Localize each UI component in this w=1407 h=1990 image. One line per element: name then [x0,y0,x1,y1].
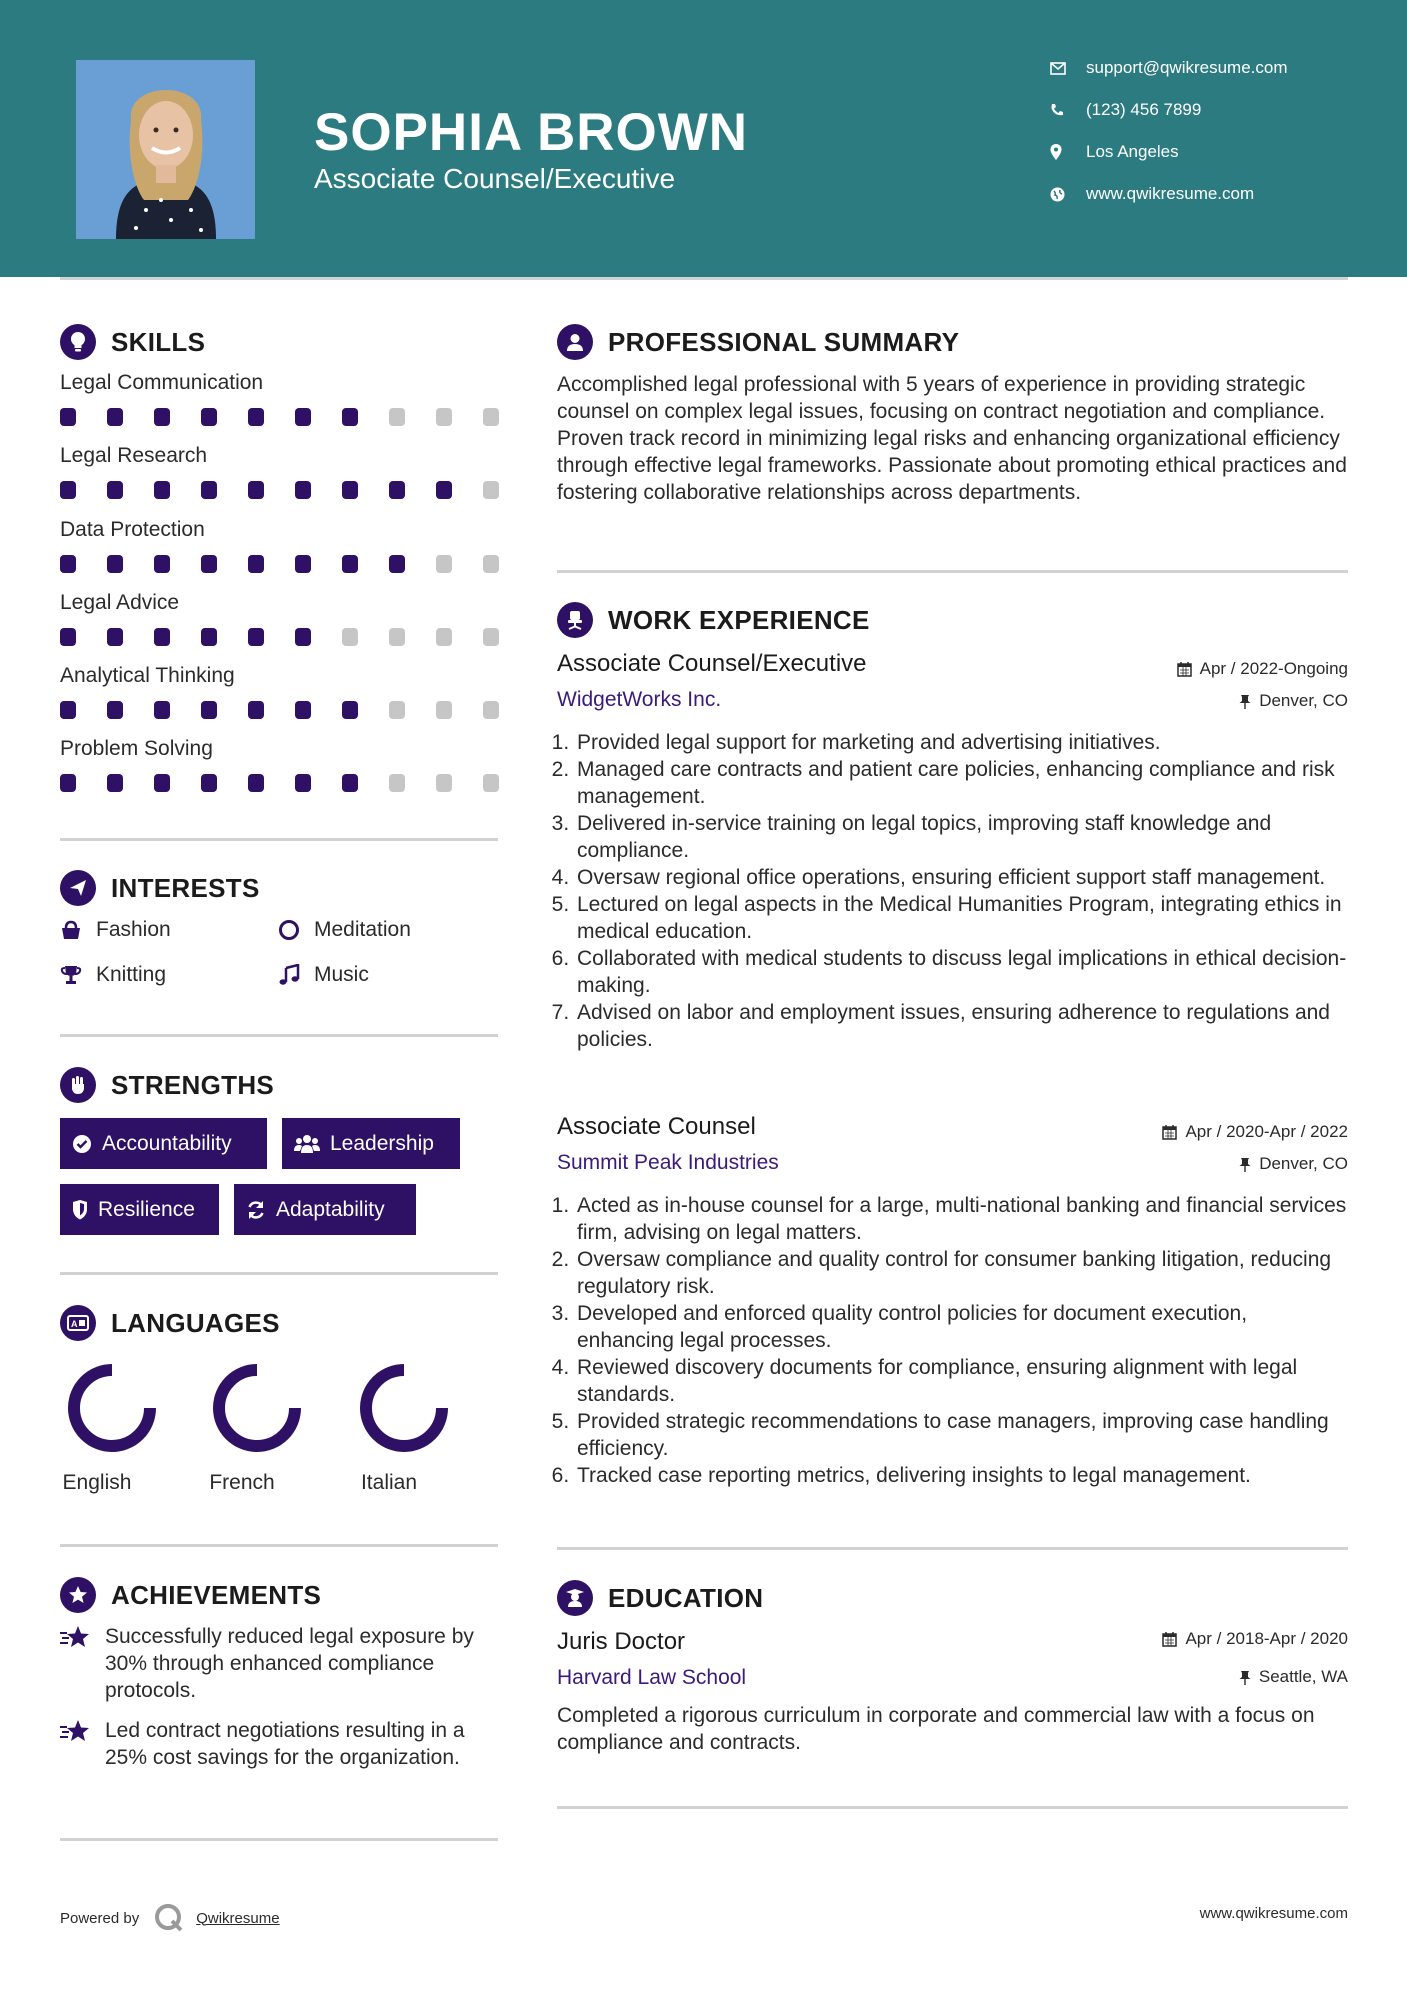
skill-label: Legal Advice [60,591,180,614]
contact-email[interactable] [1050,58,1380,78]
summary-title: PROFESSIONAL SUMMARY [608,326,960,357]
education-dates-text: Apr / 2018-Apr / 2020 [1185,1629,1348,1648]
language-label: English [62,1471,132,1494]
job-title: Associate Counsel/Executive [557,650,867,677]
interest-label: Knitting [96,963,167,986]
footer-powered-by [60,1903,280,1933]
education-heading [557,1580,763,1616]
education-location [1239,1667,1348,1687]
rating-dot-filled [107,481,123,499]
achievement-item [60,1717,500,1771]
strength-label: Leadership [330,1131,434,1155]
job-location [1239,691,1348,711]
job-dates-text: Apr / 2022-Ongoing [1199,659,1348,678]
user-icon [557,324,593,360]
achievements-divider [60,1838,498,1841]
rating-dot-filled [342,774,358,792]
job-dates [1177,659,1348,679]
rating-dot-empty [483,555,499,573]
rating-dot-filled [295,701,311,719]
globe-icon [1050,187,1086,202]
resume-header [0,0,1407,277]
rating-dot-filled [389,481,405,499]
shopping-bag-icon [60,920,96,940]
summary-divider [557,570,1348,573]
job-title: Associate Counsel [557,1113,756,1140]
contact-phone[interactable] [1050,100,1380,120]
duty-item: 7. Advised on labor and employment issues, ensuring adherence to regulations and policies. [575,999,1347,1053]
interest-item [278,963,369,987]
rating-dot-filled [60,701,76,719]
language-ring [339,1358,469,1463]
education-location-text: Seattle, WA [1258,1667,1348,1686]
skill-rating [60,628,530,646]
duty-item: 4. Reviewed discovery documents for compliance, ensuring alignment with legal standards. [575,1354,1347,1408]
rating-dot-filled [154,408,170,426]
job-company: WidgetWorks Inc. [557,688,722,711]
rating-dot-empty [389,628,405,646]
rating-dot-filled [342,408,358,426]
rating-dot-filled [295,774,311,792]
pushpin-icon [1239,1157,1251,1172]
rating-dot-empty [436,408,452,426]
rating-dot-filled [60,628,76,646]
rating-dot-empty [436,628,452,646]
rating-dot-filled [60,408,76,426]
strengths-heading [60,1067,274,1103]
job-company: Summit Peak Industries [557,1151,779,1174]
experience-divider [557,1547,1348,1550]
rating-dot-filled [60,555,76,573]
job-dates-text: Apr / 2020-Apr / 2022 [1185,1122,1348,1141]
language-label: French [209,1471,275,1494]
job-location-text: Denver, CO [1259,1154,1348,1173]
contact-email-text: support@qwikresume.com [1086,58,1288,77]
paper-plane-icon [60,870,96,906]
achievement-text: Led contract negotiations resulting in a 25% cost savings for the organization. [105,1719,465,1769]
rating-dot-filled [342,481,358,499]
language-level-arc [366,1370,442,1446]
strength-badge [234,1184,416,1235]
rating-dot-filled [107,628,123,646]
circle-icon [278,919,314,941]
contact-phone-text: (123) 456 7899 [1086,100,1202,119]
languages-heading [60,1305,280,1341]
phone-icon [1050,103,1086,117]
languages-title: LANGUAGES [111,1307,280,1338]
rating-dot-filled [389,555,405,573]
contact-website-text: www.qwikresume.com [1086,184,1255,203]
candidate-name: SOPHIA BROWN [314,103,749,162]
duty-item: 2. Managed care contracts and patient care policies, enhancing compliance and risk management. [575,756,1347,810]
rating-dot-filled [107,408,123,426]
skill-rating [60,774,530,792]
map-pin-icon [1050,144,1086,160]
rating-dot-filled [107,701,123,719]
skill-label: Legal Research [60,444,208,467]
duty-item: 4. Oversaw regional office operations, ensuring efficient support staff management. [575,864,1347,891]
rating-dot-filled [342,555,358,573]
star-badge-icon [60,1577,96,1613]
powered-by-text: Powered by [60,1909,140,1927]
interest-item [60,918,171,942]
experience-title: WORK EXPERIENCE [608,604,870,635]
rating-dot-filled [201,701,217,719]
qwikresume-logo-icon [154,1903,184,1933]
skills-heading [60,324,205,360]
skill-label: Legal Communication [60,371,264,394]
rating-dot-filled [107,774,123,792]
users-icon [294,1134,320,1154]
contact-location-text: Los Angeles [1086,142,1179,161]
skill-rating [60,701,530,719]
strength-label: Resilience [98,1197,195,1221]
rating-dot-filled [436,481,452,499]
interests-divider [60,1034,498,1037]
strength-label: Adaptability [276,1197,385,1221]
rating-dot-filled [154,628,170,646]
skill-rating [60,555,530,573]
education-degree: Juris Doctor [557,1628,686,1655]
skill-rating [60,481,530,499]
rating-dot-empty [436,701,452,719]
hand-icon [60,1067,96,1103]
skill-rating [60,408,530,426]
rating-dot-filled [201,481,217,499]
language-level-arc [219,1370,295,1446]
duty-item: 3. Delivered in-service training on legal topics, improving staff knowledge and compliance. [575,810,1347,864]
education-dates [1162,1629,1348,1649]
interests-heading [60,870,260,906]
candidate-title: Associate Counsel/Executive [314,163,676,194]
rating-dot-filled [201,774,217,792]
interest-item [278,918,411,942]
rating-dot-filled [248,628,264,646]
languages-divider [60,1544,498,1547]
rating-dot-empty [483,701,499,719]
skill-label: Analytical Thinking [60,664,235,687]
rating-dot-filled [154,701,170,719]
language-icon [60,1305,96,1341]
interests-title: INTERESTS [111,872,260,903]
rating-dot-filled [107,555,123,573]
duty-item: 1. Provided legal support for marketing and advertising initiatives. [575,729,1347,756]
skill-label: Data Protection [60,518,205,541]
strength-label: Accountability [102,1131,232,1155]
job-dates [1162,1122,1348,1142]
duty-item: 5. Lectured on legal aspects in the Medical Humanities Program, integrating ethics in medical education. [575,891,1347,945]
rating-dot-filled [295,555,311,573]
rating-dot-filled [60,481,76,499]
refresh-icon [246,1200,266,1220]
duty-item: 3. Developed and enforced quality control policies for document execution, enhancing legal processes. [575,1300,1347,1354]
rating-dot-filled [248,555,264,573]
rating-dot-filled [248,408,264,426]
skills-divider [60,838,498,841]
interest-label: Music [314,963,369,986]
language-ring [47,1358,177,1463]
strengths-title: STRENGTHS [111,1069,275,1100]
skills-title: SKILLS [111,326,206,357]
job-location [1239,1154,1348,1174]
profile-photo [76,60,255,239]
graduate-icon [557,1580,593,1616]
envelope-icon [1050,62,1086,75]
rating-dot-filled [342,701,358,719]
skill-label: Problem Solving [60,737,213,760]
job-location-text: Denver, CO [1259,691,1348,710]
education-title: EDUCATION [608,1582,764,1613]
check-circle-icon [72,1134,92,1154]
rating-dot-filled [295,628,311,646]
duty-item: 6. Tracked case reporting metrics, delivering insights to legal management. [575,1462,1347,1489]
calendar-icon [1177,662,1192,677]
summary-text: Accomplished legal professional with 5 years of experience in providing strategic counsel on complex legal issues, focusing on contract negotiation and compliance. Proven track record in minimizing legal risks and enhancing organizational efficiency through effective legal frameworks. Passionate about promoting ethical practices and fostering collaborative relationships across departments. [557,373,1347,504]
rating-dot-empty [483,408,499,426]
rating-dot-empty [483,774,499,792]
rating-dot-filled [154,555,170,573]
music-note-icon [278,964,314,986]
rating-dot-filled [201,408,217,426]
summary-heading [557,324,959,360]
lightbulb-icon [60,324,96,360]
rating-dot-filled [248,774,264,792]
rating-dot-empty [389,408,405,426]
language-ring [192,1358,322,1463]
job-duties [557,1192,1347,1489]
strength-badge [60,1118,267,1169]
star-icon [60,1717,105,1771]
job-duties [557,729,1347,1053]
svg-text:A: A [71,1319,78,1329]
rating-dot-empty [389,774,405,792]
calendar-icon [1162,1632,1177,1647]
pushpin-icon [1239,694,1251,709]
contact-location [1050,142,1380,162]
strength-badge [282,1118,460,1169]
strengths-divider [60,1272,498,1275]
achievement-item [60,1623,500,1704]
office-chair-icon [557,602,593,638]
rating-dot-empty [342,628,358,646]
qwikresume-link[interactable]: Qwikresume [196,1909,280,1927]
duty-item: 1. Acted as in-house counsel for a large, multi-national banking and financial services firm, advising on legal matters. [575,1192,1347,1246]
duty-item: 5. Provided strategic recommendations to case managers, improving case handling efficiency. [575,1408,1347,1462]
strength-badge [60,1184,219,1235]
pushpin-icon [1239,1670,1251,1685]
education-school: Harvard Law School [557,1666,747,1689]
rating-dot-filled [201,628,217,646]
achievements-heading [60,1577,321,1613]
rating-dot-filled [295,481,311,499]
achievements-title: ACHIEVEMENTS [111,1579,322,1610]
education-divider [557,1806,1348,1809]
interest-label: Fashion [96,918,171,941]
rating-dot-filled [201,555,217,573]
header-divider [60,277,1348,280]
rating-dot-empty [483,481,499,499]
rating-dot-empty [436,774,452,792]
interest-item [60,963,166,987]
interest-label: Meditation [314,918,411,941]
rating-dot-filled [154,774,170,792]
language-level-arc [74,1370,150,1446]
contact-website[interactable] [1050,184,1380,204]
trophy-icon [60,964,96,986]
star-icon [60,1623,105,1704]
rating-dot-filled [60,774,76,792]
calendar-icon [1162,1125,1177,1140]
duty-item: 2. Oversaw compliance and quality control for consumer banking litigation, reducing regulatory risk. [575,1246,1347,1300]
rating-dot-filled [154,481,170,499]
footer-website[interactable]: www.qwikresume.com [1199,1905,1348,1922]
shield-icon [72,1200,88,1220]
rating-dot-empty [483,628,499,646]
rating-dot-empty [389,701,405,719]
education-text: Completed a rigorous curriculum in corporate and commercial law with a focus on compliance and contracts. [557,1704,1315,1754]
rating-dot-filled [248,481,264,499]
rating-dot-filled [295,408,311,426]
achievement-text: Successfully reduced legal exposure by 30% through enhanced compliance protocols. [105,1625,474,1702]
experience-heading [557,602,870,638]
language-label: Italian [360,1471,418,1494]
rating-dot-empty [436,555,452,573]
rating-dot-filled [248,701,264,719]
duty-item: 6. Collaborated with medical students to discuss legal implications in ethical decision-making. [575,945,1347,999]
